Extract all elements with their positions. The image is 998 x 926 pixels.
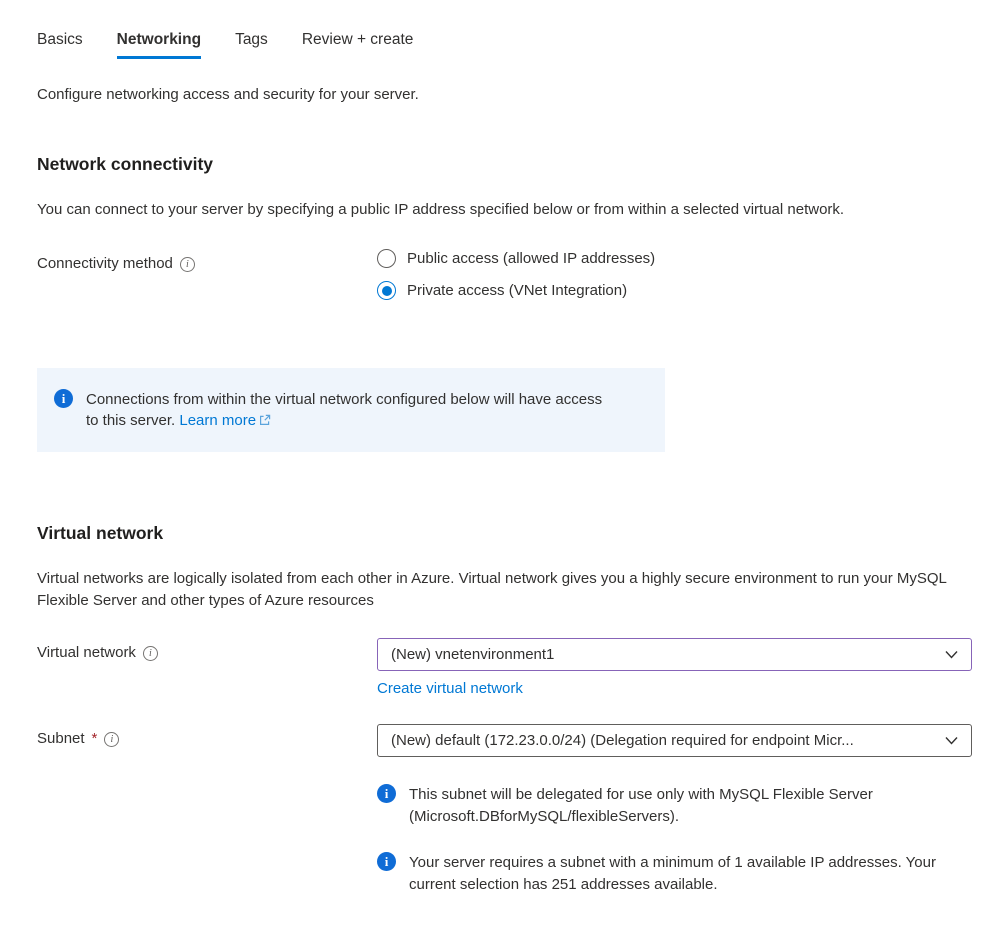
radio-private-access[interactable] — [377, 281, 655, 300]
connectivity-method-radio-group — [377, 249, 655, 313]
chevron-down-icon — [945, 736, 958, 745]
create-virtual-network-link[interactable]: Create virtual network — [377, 680, 523, 697]
subnet-dropdown-value: (New) default (172.23.0.0/24) (Delegation required for endpoint Micr... — [391, 732, 854, 749]
subnet-row — [37, 724, 998, 896]
radio-private-access-label: Private access (VNet Integration) — [407, 282, 628, 299]
tab-intro-text: Configure networking access and security for your server. — [37, 86, 419, 103]
virtual-network-label-group — [37, 638, 377, 663]
tab-tags[interactable]: Tags — [235, 31, 268, 48]
subnet-ip-availability-note — [377, 852, 977, 896]
virtual-network-heading: Virtual network — [37, 523, 164, 543]
wizard-tab-bar — [37, 31, 998, 59]
subnet-label: Subnet — [37, 730, 85, 747]
info-tooltip-icon[interactable]: i — [143, 646, 158, 661]
info-icon: i — [377, 852, 396, 871]
connectivity-method-label-group — [37, 249, 377, 274]
virtual-network-description: Virtual networks are logically isolated from each other in Azure. Virtual network gives you a highly secure environment to run your MySQL Flexible Server and other types of Azure resources — [37, 570, 947, 609]
info-icon: i — [54, 389, 73, 408]
connectivity-method-label: Connectivity method — [37, 255, 173, 272]
tab-review-create[interactable]: Review + create — [301, 31, 414, 48]
subnet-delegation-note — [377, 784, 977, 828]
virtual-network-row — [37, 638, 998, 697]
network-connectivity-heading: Network connectivity — [37, 154, 214, 174]
subnet-label-group — [37, 724, 377, 749]
radio-public-access-label: Public access (allowed IP addresses) — [407, 250, 656, 267]
info-icon: i — [377, 784, 396, 803]
chevron-down-icon — [945, 650, 958, 659]
network-connectivity-description: You can connect to your server by specifying a public IP address specified below or from within a selected virtual network. — [37, 201, 845, 218]
radio-selected-icon — [377, 281, 396, 300]
info-tooltip-icon[interactable]: i — [180, 257, 195, 272]
tab-networking[interactable]: Networking — [117, 31, 201, 59]
subnet-ip-availability-note-text: Your server requires a subnet with a minimum of 1 available IP addresses. Your current selection has 251 addresses available. — [409, 854, 936, 893]
learn-more-link[interactable]: Learn more — [179, 412, 271, 429]
virtual-network-control — [377, 638, 972, 697]
virtual-network-dropdown-value: (New) vnetenvironment1 — [391, 646, 555, 663]
tab-basics[interactable]: Basics — [37, 31, 83, 48]
vnet-info-banner — [37, 368, 665, 452]
radio-public-access[interactable] — [377, 249, 655, 268]
virtual-network-dropdown[interactable] — [377, 638, 972, 671]
required-asterisk: * — [91, 730, 98, 747]
virtual-network-label: Virtual network — [37, 644, 136, 661]
subnet-delegation-note-text: This subnet will be delegated for use only with MySQL Flexible Server (Microsoft.DBforMySQL/flexibleServers). — [409, 786, 873, 825]
vnet-info-banner-message: Connections from within the virtual network configured below will have access to this server. — [86, 391, 603, 429]
radio-unselected-icon — [377, 249, 396, 268]
subnet-dropdown[interactable] — [377, 724, 972, 757]
external-link-icon — [259, 414, 271, 426]
info-tooltip-icon[interactable]: i — [104, 732, 119, 747]
connectivity-method-row — [37, 249, 998, 313]
subnet-control — [377, 724, 977, 896]
vnet-info-banner-text — [86, 389, 606, 431]
